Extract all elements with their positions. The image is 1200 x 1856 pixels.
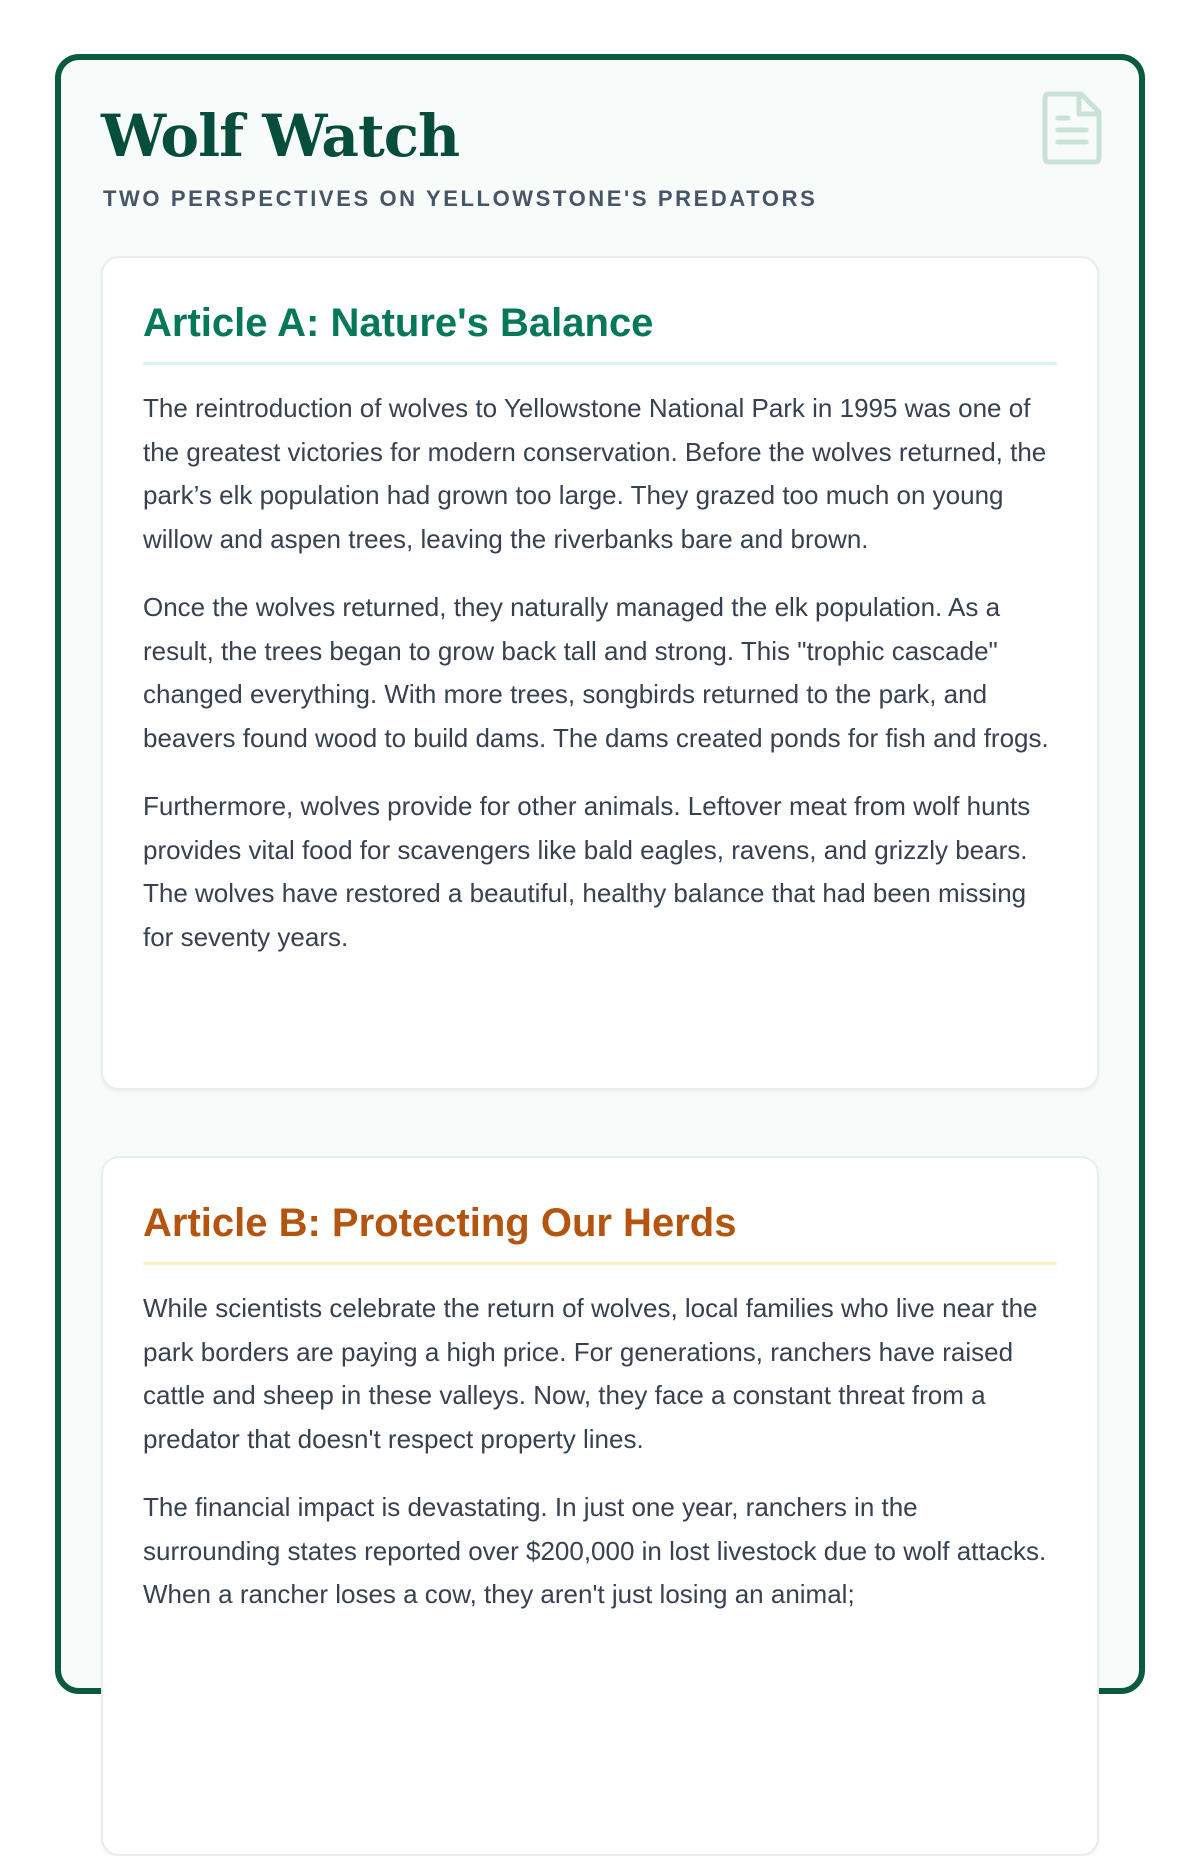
page-title: Wolf Watch <box>101 102 460 170</box>
article-b-card <box>101 1156 1099 1856</box>
article-b-paragraph: While scientists celebrate the return of wolves, local families who live near the park borders are paying a high price. For generations, ranchers have raised cattle and sheep in these valleys. Now, they face a constant threat from a predator that doesn't respect property lines. <box>143 1293 1038 1454</box>
article-b-heading: Article B: Protecting Our Herds <box>143 1198 1057 1265</box>
article-a-paragraph: The reintroduction of wolves to Yellowstone National Park in 1995 was one of the greatest victories for modern conservation. Before the wolves returned, the park’s elk population had grown too large. They grazed too much on young willow and aspen trees, leaving the riverbanks bare and brown. <box>143 393 1047 554</box>
page-subtitle: TWO PERSPECTIVES ON YELLOWSTONE'S PREDATORS <box>103 186 818 211</box>
article-a-paragraph: Once the wolves returned, they naturally managed the elk population. As a result, the trees began to grow back tall and strong. This "trophic cascade" changed everything. With more trees, songbirds returned to the park, and beavers found wood to build dams. The dams created ponds for fish and frogs. <box>143 592 1049 753</box>
article-a-paragraph: Furthermore, wolves provide for other animals. Leftover meat from wolf hunts provides vital food for scavengers like bald eagles, ravens, and grizzly bears. The wolves have restored a beautiful, healthy balance that had been missing for seventy years. <box>143 791 1031 952</box>
document-icon <box>1041 90 1103 166</box>
article-a-heading: Article A: Nature's Balance <box>143 298 1057 365</box>
document-frame <box>55 54 1145 1694</box>
article-a-card <box>101 256 1099 1090</box>
article-b-paragraph: The financial impact is devastating. In just one year, ranchers in the surrounding states reported over $200,000 in lost livestock due to wolf attacks. When a rancher loses a cow, they aren't just losing an animal; <box>143 1492 1047 1609</box>
